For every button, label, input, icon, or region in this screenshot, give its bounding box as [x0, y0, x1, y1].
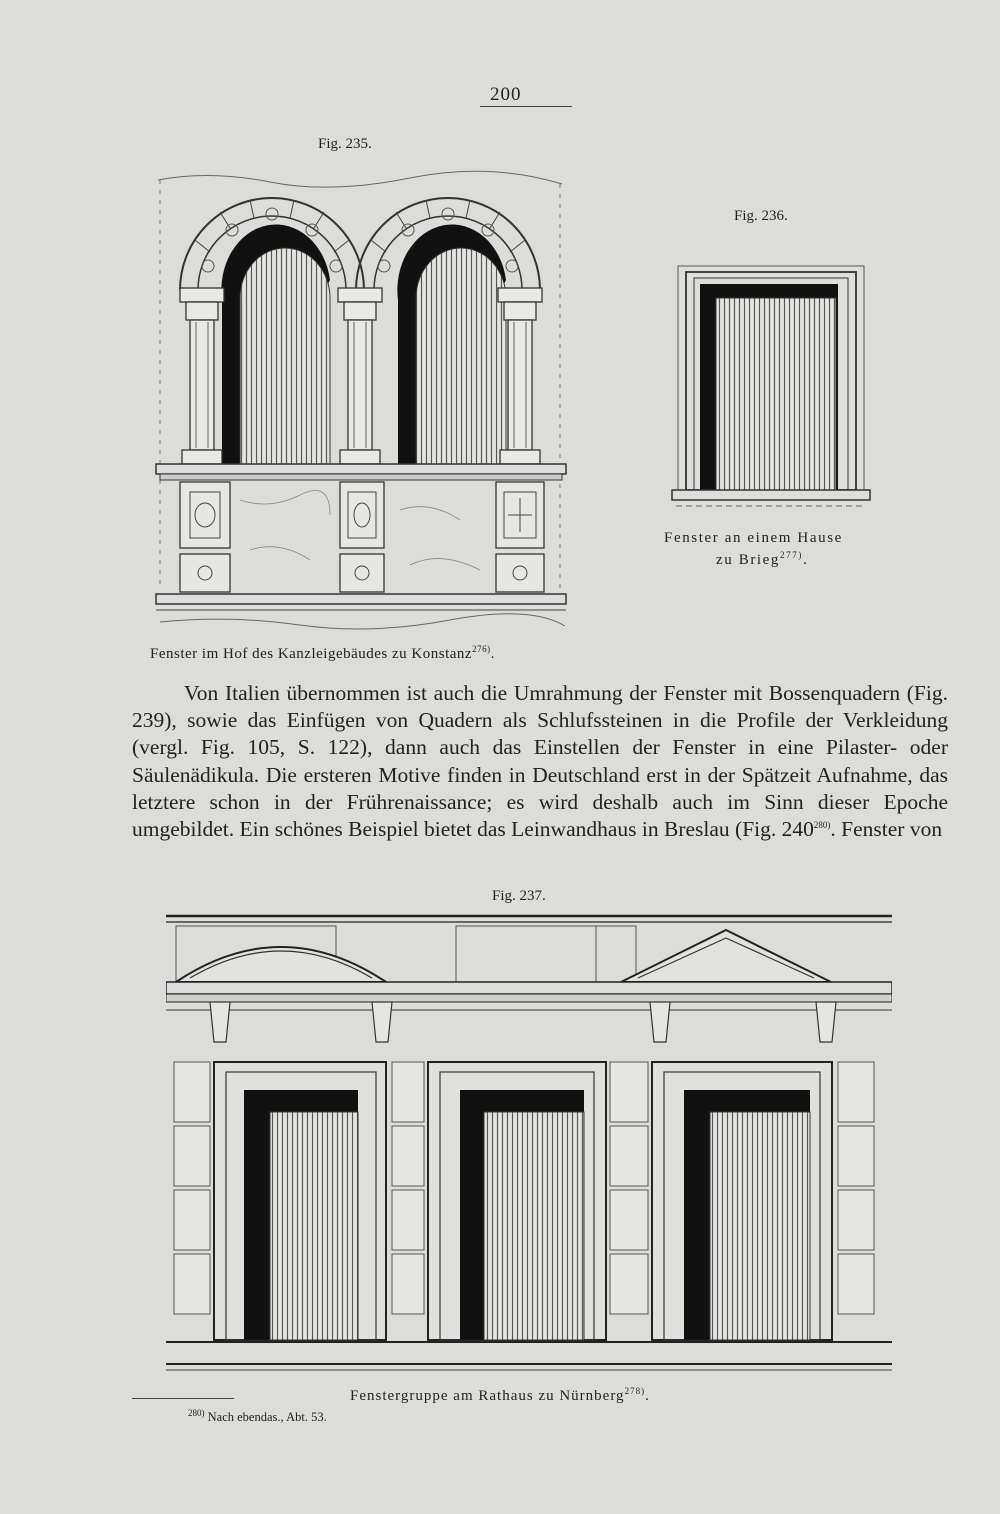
fig235-illustration [150, 170, 572, 635]
fig235-caption-row: Fenster im Hof des Kanzleigebäudes zu Konstanz$^{276)}$. [150, 644, 495, 662]
fig237-label: Fig. 237. [492, 888, 546, 904]
body-text-tail: . Fenster von [830, 817, 943, 842]
page-number-rule [480, 106, 572, 107]
body-ref-280: 280) [813, 819, 831, 830]
fig236-label: Fig. 236. [734, 208, 788, 224]
fig237-ref: 278) [624, 1386, 646, 1396]
footnote-marker: 280) [188, 1407, 205, 1418]
fig235-caption: Fenster im Hof des Kanzleigebäudes zu Konstanz [150, 646, 473, 662]
fig236-caption-line1: Fenster an einem Hause [664, 530, 843, 546]
fig235-label: Fig. 235. [318, 136, 372, 152]
fig236-illustration [668, 256, 874, 518]
body-paragraph [132, 680, 948, 843]
fig237-illustration [166, 912, 892, 1376]
footnote-text: Nach ebendas., Abt. 53. [207, 1410, 327, 1424]
fig236-caption-row2: zu Brieg$^{277)}$. [716, 550, 809, 568]
page-number: 200 [490, 84, 522, 105]
fig237-caption-row: Fenstergruppe am Rathaus zu Nürnberg$^{278)}$. [350, 1386, 650, 1404]
body-text-main: Von Italien übernommen ist auch die Umrahmung der Fenster mit Bossenquadern (Fig. 239), sowie das Einfügen von Quadern als Schlufssteinen in die Profile der Verkleidung (vergl. Fig. 105, S. 122), dann auch das Einstellen der Fenster in eine Pilaster- oder Säulenädikula. Die ersteren Motive finden in Deutschland erst in der Spätzeit Aufnahme, das letztere schon in der Frührenaissance; es wird deshalb auch im Sinn dieser Epoche umgebildet. Ein schönes Beispiel bietet das Leinwandhaus in Breslau (Fig. 240 [132, 681, 948, 842]
fig237-caption: Fenstergruppe am Rathaus zu Nürnberg [350, 1388, 625, 1404]
fig235-ref: 276) [472, 644, 491, 654]
fig236-caption-line2: zu Brieg [716, 552, 781, 568]
fig236-ref: 277) [780, 550, 803, 560]
footnote-rule [132, 1398, 234, 1399]
footnote [188, 1407, 327, 1425]
